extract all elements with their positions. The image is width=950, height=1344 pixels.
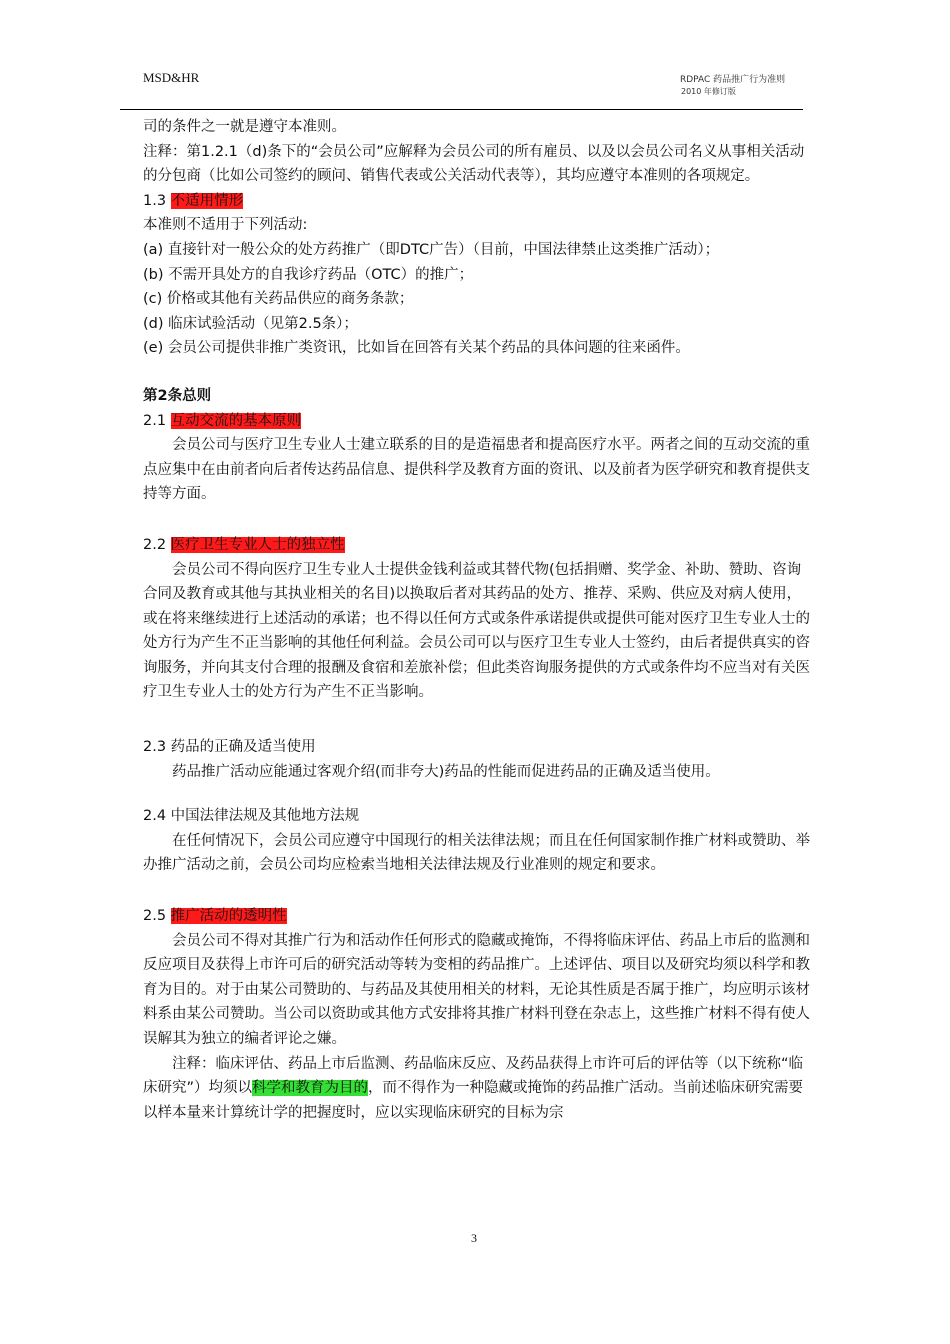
- article-2-title: 第2条总则: [143, 387, 212, 404]
- note-text: ，而不得作为一种隐藏或掩饰的药品推广活动。当前述临床研究需要以样本量来计算统计学的把握度时，应以实现临床研究的目标为宗: [143, 1080, 804, 1121]
- paragraph: 会员公司不得对其推广行为和活动作任何形式的隐藏或掩饰，不得将临床评估、药品上市后的监测和反应项目及获得上市许可后的研究活动等转为变相的药品推广。上述评估、项目以及研究均须以科学和教育为目的。对于由某公司赞助的、与药品及其使用相关的材料，无论其性质是否属于推广，均应明示该材料系由某公司赞助。当公司以资助或其他方式安排将其推广材料刊登在杂志上，这些推广材料不得有使人误解其为独立的编者评论之嫌。: [143, 932, 810, 1047]
- paragraph: 本准则不适用于下列活动:: [143, 217, 308, 234]
- list-item: (a) 直接针对一般公众的处方药推广（即DTC广告）（目前，中国法律禁止这类推广活动）；: [143, 241, 720, 258]
- page-number: 3: [471, 1231, 477, 1245]
- paragraph: 药品推广活动应能通过客观介绍(而非夸大)药品的性能而促进药品的正确及适当使用。: [172, 763, 720, 780]
- list-item: (c) 价格或其他有关药品供应的商务条款；: [143, 291, 414, 308]
- section-heading-2-5: [143, 904, 811, 929]
- section-number: 2.1: [143, 412, 167, 429]
- list-item: (d) 临床试验活动（见第2.5条）；: [143, 315, 358, 332]
- note-text: 注释：临床评估、药品上市后监测、药品临床反应、及药品获得上市许可后的评估等（以下统称“临床研究”）均须以: [143, 1055, 804, 1097]
- section-number: 2.2: [143, 536, 167, 553]
- note-paragraph: 注释：第1.2.1（d)条下的“会员公司”应解释为会员公司的所有雇员、以及以会员公司名义从事相关活动的分包商（比如公司签约的顾问、销售代表或公关活动代表等），其均应遵守本准则的各项规定。: [143, 143, 805, 185]
- header-left: MSD&HR: [143, 70, 200, 85]
- list-item: (e) 会员公司提供非推广类资讯，比如旨在回答有关某个药品的具体问题的往来函件。: [143, 340, 690, 357]
- paragraph: 会员公司与医疗卫生专业人士建立联系的目的是造福患者和提高医疗水平。两者之间的互动交流的重点应集中在由前者向后者传达药品信息、提供科学及教育方面的资讯、以及前者为医学研究和教育提供支持等方面。: [143, 437, 810, 503]
- document-body: [143, 115, 811, 1125]
- list-item: (b) 不需开具处方的自我诊疗药品（OTC）的推广；: [143, 266, 474, 283]
- header-rule: [120, 109, 803, 110]
- section-title: 推广活动的透明性: [170, 908, 287, 925]
- section-number: 2.5: [143, 908, 167, 925]
- section-heading-2-1: [143, 409, 811, 434]
- header-right-edition: 2010 年修订版: [681, 87, 736, 96]
- paragraph: 在任何情况下，会员公司应遵守中国现行的相关法律法规；而且在任何国家制作推广材料或赞助、举办推广活动之前，会员公司均应检索当地相关法律法规及行业准则的规定和要求。: [143, 832, 810, 874]
- section-heading-2-3: 2.3 药品的正确及适当使用: [143, 739, 316, 756]
- section-title: 医疗卫生专业人士的独立性: [170, 536, 345, 553]
- section-title: 不适用情形: [170, 192, 244, 209]
- section-title: 互动交流的基本原则: [170, 412, 302, 429]
- section-heading-1-3: [143, 189, 811, 214]
- note-paragraph: [143, 1052, 811, 1126]
- note-highlight: 科学和教育为目的: [252, 1080, 369, 1097]
- section-heading-2-4: 2.4 中国法律法规及其他地方法规: [143, 808, 360, 825]
- section-number: 1.3: [143, 192, 167, 209]
- paragraph: 司的条件之一就是遵守本准则。: [143, 119, 346, 135]
- header-right-title: RDPAC 药品推广行为准则: [680, 75, 786, 85]
- section-heading-2-2: [143, 533, 811, 558]
- paragraph: 会员公司不得向医疗卫生专业人士提供金钱利益或其替代物(包括捐赠、奖学金、补助、赞助、咨询合同及教育或其他与其执业相关的名目)以换取后者对其药品的处方、推荐、采购、供应及对病人使用，或在将来继续进行上述活动的承诺；也不得以任何方式或条件承诺提供或提供可能对医疗卫生专业人士的处方行为产生不正当影响的其他任何利益。会员公司可以与医疗卫生专业人士签约，由后者提供真实的咨询服务，并向其支付合理的报酬及食宿和差旅补偿；但此类咨询服务提供的方式或条件均不应当对有关医疗卫生专业人士的处方行为产生不正当影响。: [143, 561, 810, 701]
